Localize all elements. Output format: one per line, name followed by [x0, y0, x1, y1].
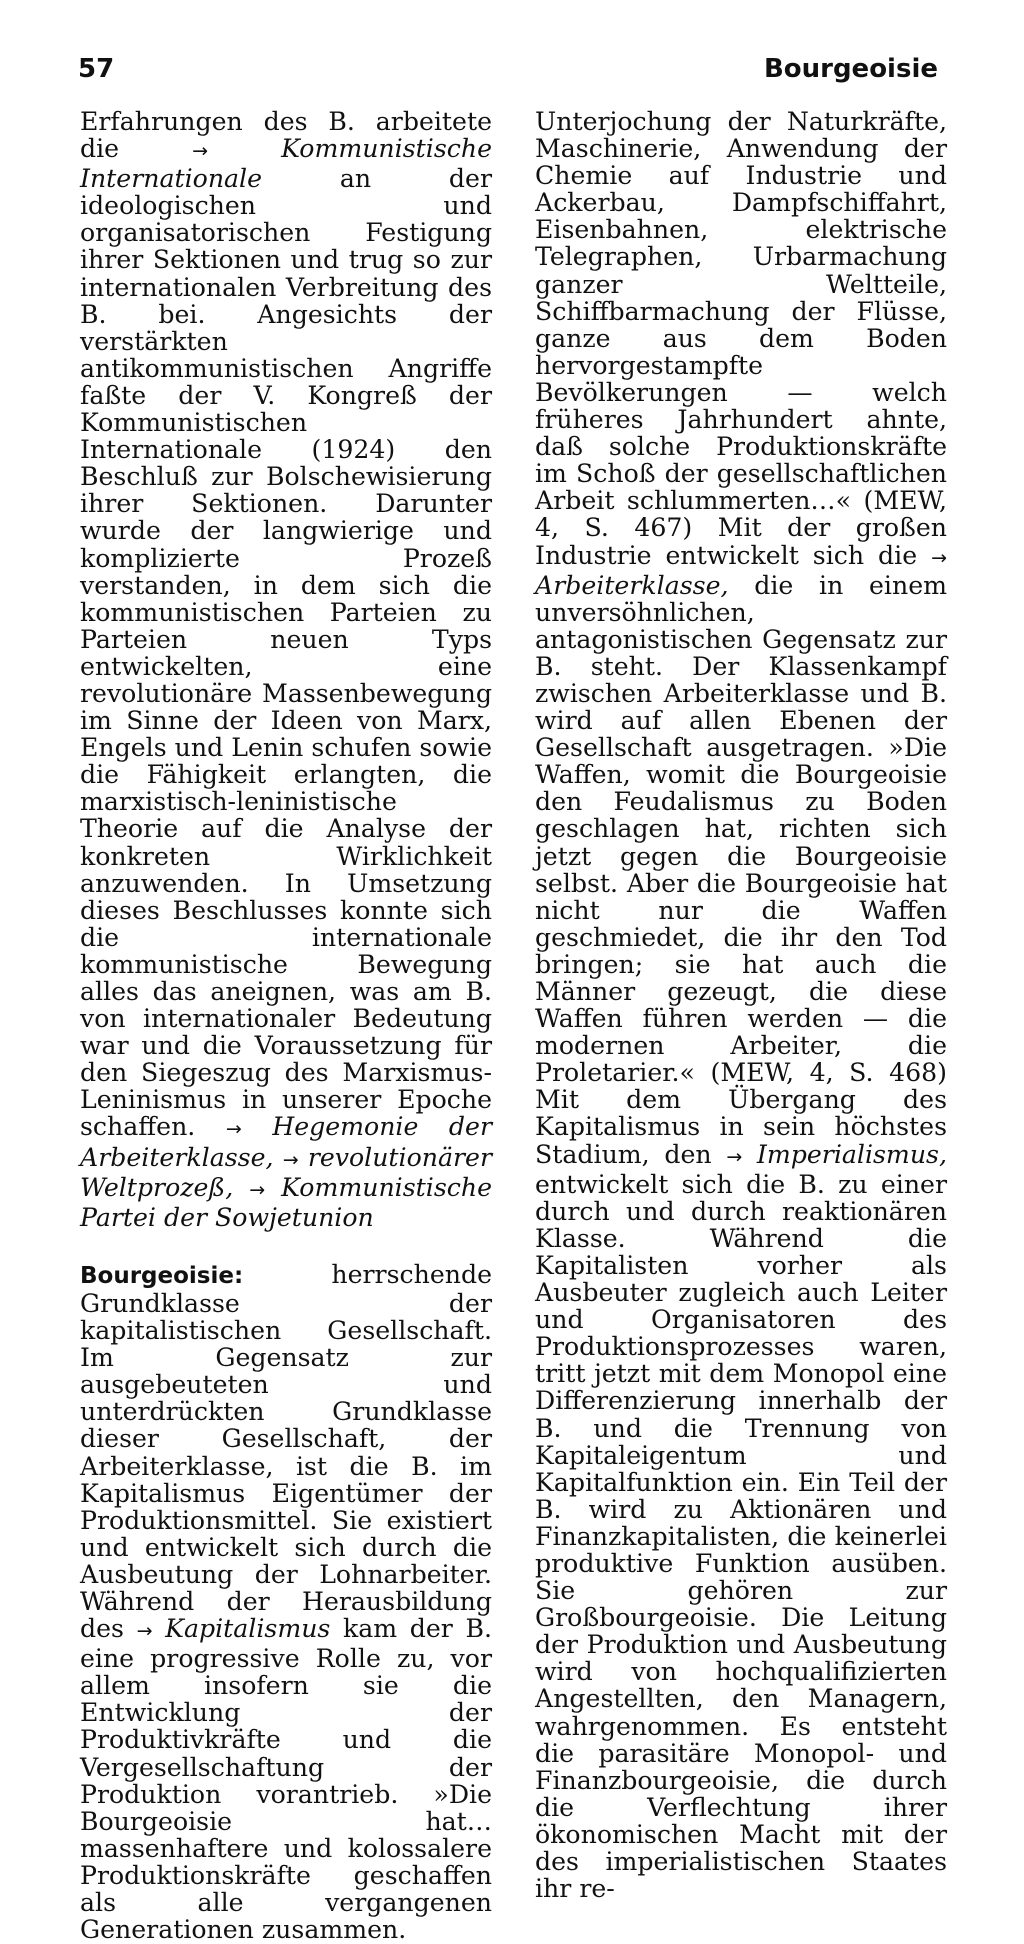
entry-text-a: herrschende Grundklasse der kapitalistischen Gesellschaft. Im Gegensatz zur ausgebeuteten und unterdrückten Grundklasse dieser Gesellschaft, der Arbeiterklasse, ist die B. im Kapitalismus Eigentümer der Produktionsmittel. Sie existiert und entwickelt sich durch die Ausbeutung der Lohnarbeiter. Während der Herausbildung des — [80, 1259, 492, 1644]
page-header — [78, 48, 938, 88]
entry-text-b: kam der B. eine progressive Rolle zu, vor allem insofern sie die Entwicklung der Produktivkräfte und die Vergesellschaftung der Produktion vorantrieb. »Die Bourgeoisie hat… massenhaftere und kolossalere Produktionskräfte geschaffen als alle vergangenen Generationen zusammen. — [80, 1614, 492, 1944]
cross-reference-arrow-icon: → — [282, 1148, 299, 1171]
cross-reference-arrow-icon: → — [249, 1178, 266, 1201]
running-head: Bourgeoisie — [763, 54, 938, 84]
previous-entry-text-a: Erfahrungen des B. arbeitete die — [80, 107, 492, 164]
entry-bourgeoisie — [80, 1261, 492, 1943]
left-column — [80, 108, 492, 1943]
cross-reference-arrow-icon: → — [931, 546, 947, 569]
entry-bourgeoisie-continued — [535, 108, 947, 1902]
cross-reference-arrow-icon: → — [192, 140, 209, 163]
cross-reference-arrow-icon: → — [136, 1620, 153, 1643]
right-text-a: Unterjochung der Naturkräfte, Maschinerie, Anwendung der Chemie auf Industrie und Ackerbau, Dampfschiffahrt, Eisenbahnen, elektrische Telegraphen, Urbarmachung ganzer Weltteile, Schiffbarmachung der Flüsse, ganze aus dem Boden hervorgestampfte Bevölkerungen — welch früheres Jahrhundert ahnte, daß solche Produktionskräfte im Schoß der gesellschaftlichen Arbeit schlummerten…« (MEW, 4, S. 467) Mit der großen Industrie entwickelt sich die — [535, 107, 947, 570]
entry-headword: Bourgeoisie: — [80, 1262, 244, 1289]
xref-kapitalismus[interactable]: Kapitalismus — [165, 1614, 331, 1644]
xref-revolutionaerer-weltprozess[interactable]: revolutionärer Weltprozeß, — [80, 1142, 492, 1202]
xref-imperialismus[interactable]: Imperialismus, — [756, 1139, 947, 1169]
xref-kpdsu[interactable]: Kommunistische Partei der Sowjetunion — [80, 1172, 492, 1232]
xref-hegemonie-der-arbeiterklasse[interactable]: Hegemonie der Arbeiterklasse, — [80, 1112, 492, 1172]
xref-kommunistische-internationale[interactable]: Kommunistische Internationale — [80, 134, 492, 194]
right-column — [535, 108, 947, 1902]
cross-reference-arrow-icon: → — [726, 1145, 743, 1168]
right-text-b: die in einem unversöhnlichen, antagonistischen Gegensatz zur B. steht. Der Klassenkampf zwischen Arbeiterklasse und B. wird auf allen Ebenen der Gesellschaft ausgetragen. »Die Waffen, womit die Bourgeoisie den Feudalismus zu Boden geschlagen hat, richten sich jetzt gegen die Bourgeoisie selbst. Aber die Bourgeoisie hat nicht nur die Waffen geschmiedet, die ihr den Tod bringen; sie hat auch die Männer gezeugt, die diese Waffen führen werden — die modernen Arbeiter, die Proletarier.« (MEW, 4, S. 468) Mit dem Übergang des Kapitalismus in sein höchstes Stadium, den — [535, 570, 947, 1169]
xref-arbeiterklasse[interactable]: Arbeiterklasse, — [535, 570, 729, 600]
page-number: 57 — [78, 54, 115, 84]
right-text-c: entwickelt sich die B. zu einer durch und durch reaktionären Klasse. Während die Kapitalisten vorher als Ausbeuter zugleich auch Leiter und Organisatoren des Produktionsprozesses waren, tritt jetzt mit dem Monopol eine Differenzierung innerhalb der B. und die Trennung von Kapitaleigentum und Kapitalfunktion ein. Ein Teil der B. wird zu Aktionären und Finanzkapitalisten, die keinerlei produktive Funktion ausüben. Sie gehören zur Großbourgeoisie. Die Leitung der Produktion und Ausbeutung wird von hochqualifizierten Angestellten, den Managern, wahrgenommen. Es entsteht die parasitäre Monopol- und Finanzbourgeoisie, die durch die Verflechtung ihrer ökonomischen Macht mit der des imperialistischen Staates ihr re- — [535, 1169, 947, 1904]
previous-entry-text-b: an der ideologischen und organisatorischen Festigung ihrer Sektionen und trug so zur internationalen Verbreitung des B. bei. Angesichts der verstärkten antikommunistischen Angriffe faßte der V. Kongreß der Kommunistischen Internationale (1924) den Beschluß zur Bolschewisierung ihrer Sektionen. Darunter wurde der langwierige und komplizierte Prozeß verstanden, in dem sich die kommunistischen Parteien zu Parteien neuen Typs entwickelten, eine revolutionäre Massenbewegung im Sinne der Ideen von Marx, Engels und Lenin schufen sowie die Fähigkeit erlangten, die marxistisch-leninistische Theorie auf die Analyse der konkreten Wirklichkeit anzuwenden. In Umsetzung dieses Beschlusses konnte sich die internationale kommunistische Bewegung alles das aneignen, was am B. von internationaler Bedeutung war und die Voraussetzung für den Siegeszug des Marxismus-Leninismus in unserer Epoche schaffen. — [80, 164, 492, 1142]
cross-reference-arrow-icon: → — [225, 1118, 242, 1141]
previous-entry-continuation — [80, 108, 492, 1231]
